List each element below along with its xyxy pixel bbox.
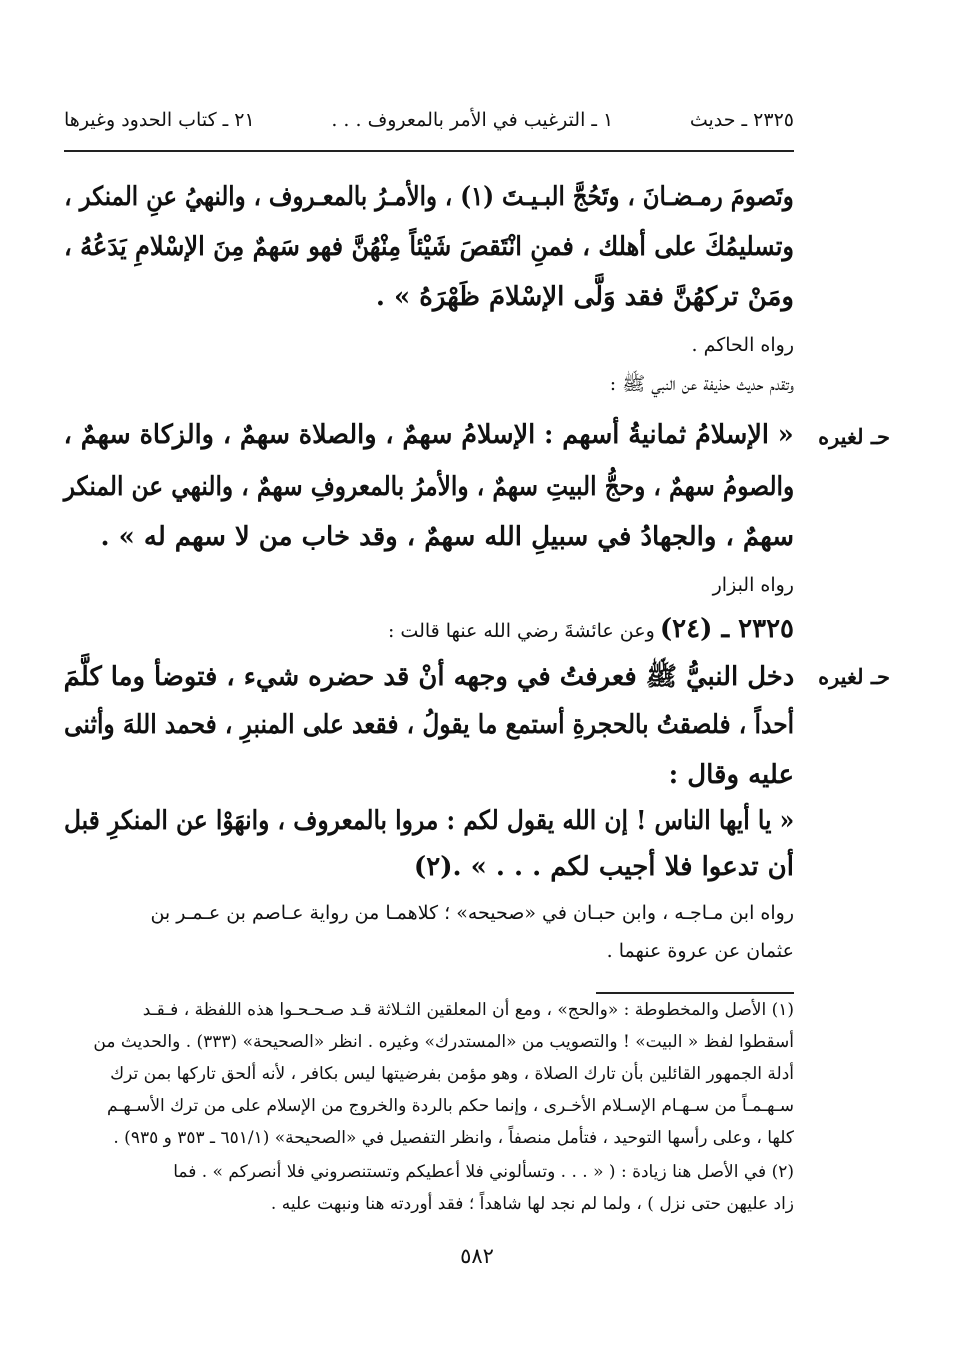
page-number: ٥٨٢ <box>460 1244 494 1268</box>
body-line: أحداً ، فلصقتُ بالحجرةِ أستمع ما يقولُ ، فقعد على المنبرِ ، فحمد اللهَ وأثنى <box>63 710 794 740</box>
footnote-line: أسقطوا لفظ « البيت» ! والتصويب من «المستدرك» وغيره . انظر «الصحيحة» (٣٣٣) . والحديث من <box>93 1032 794 1052</box>
running-header <box>64 100 794 140</box>
footnote-line: (٢) في الأصل هنا زيادة : ( « . . . وتسألوني فلا أعطيكم وتستنصروني فلا أنصركم » . فما <box>173 1162 794 1182</box>
hadith-heading <box>388 614 794 644</box>
footnote-line: (١) الأصل والمخطوطة : «والحج» ، ومع أن المعلقين الثـلاثة قـد صـحـحـوا هذه اللفظة ، فـقـد <box>142 1000 794 1020</box>
grade-label: حـ لغيره <box>818 664 890 689</box>
footnote-line: كلها ، وعلى رأسها التوحيد ، فتأمل منصفاً ، وانظر التفصيل في «الصحيحة» (٦٥١/١ ـ ٣٥٣ و ٩٣٥) . <box>113 1128 794 1148</box>
header-section: ١ ـ الترغيب في الأمر بالمعروف . . . <box>331 109 614 131</box>
hadith-intro: وعن عائشةَ رضي الله عنها قالت : <box>387 620 655 642</box>
body-line: وتَصومَ رمـضـانَ ، وتَحُجَّ البـيـتَ (١) ، والأمـرُ بالمعـروف ، والنهيُ عنِ المنكر ، <box>64 182 794 212</box>
body-line: سهمٌ ، والجهادُ في سبيلِ الله سهمٌ ، وقد خاب من لا سهم له » . <box>100 522 794 552</box>
body-line: عثمان عن عروة عنهما . <box>606 940 794 962</box>
grade-label: حـ لغيره <box>818 424 890 449</box>
header-rule <box>64 150 794 152</box>
body-line: والصومُ سهمٌ ، وحجُّ البيتِ سهمٌ ، والأمرُ بالمعروفِ سهمٌ ، والنهي عن المنكر <box>63 472 794 502</box>
body-line: عليه وقال : <box>668 760 794 790</box>
body-line: وتسليمُكَ على أهلك ، فمنِ انْتَقصَ شَيْئاً مِنْهُنَّ فهو سَهمٌ مِنَ الإسْلامِ يَدَعُهُ ، <box>64 232 794 262</box>
body-line: رواه الحاكم . <box>691 334 794 356</box>
hadith-number: ٢٣٢٥ ـ (٢٤) <box>659 614 794 644</box>
footnote-line: زاد عليهن حتى نزل ) ، ولما لم نجد لها شاهداً ؛ فقد أوردته هنا ونبهت عليه . <box>270 1194 794 1214</box>
body-line: وتقدم حديث حذيفة عن النبي ﷺ : <box>609 373 794 395</box>
body-line: « الإسلامُ ثمانيةُ أسهم : الإسلامُ سهمٌ ، والصلاة سهمٌ ، والزكاة سهمٌ ، <box>63 420 794 450</box>
body-line: رواه البزار <box>712 574 794 596</box>
body-line: دخل النبيُّ ﷺ فعرفتُ في وجهه أنْ قد حضره شيء ، فتوضأ وما كلَّمَ <box>63 662 794 692</box>
footnote-line: سـهـمـاً من سـهـام الإسـلام الأخـرى ، وإنما حكم بالردة والخروج من الإسلام على من ترك الأسـهـم <box>106 1096 794 1116</box>
header-hadith: ٢٣٢٥ ـ حديث <box>689 109 794 131</box>
body-line: ومَنْ تركهُنَّ فقد وَلَّى الإسْلامَ ظَهْرَهُ » . <box>375 282 794 312</box>
header-chapter: ٢١ ـ كتاب الحدود وغيرها <box>64 109 255 131</box>
body-line: « يا أيها الناس ! إن الله يقول لكم : مروا بالمعروف ، وانهَوْا عن المنكرِ قبل <box>63 806 794 836</box>
footnote-rule <box>596 992 794 994</box>
body-line: أن تدعوا فلا أجيب لكم . . . » .(٢) <box>413 852 794 882</box>
footnote-line: أدلة الجمهور القائلين بأن تارك الصلاة ، وهو مؤمن بفرضيتها ليس بكافر ، لأنه ألحق تاركها بمن ترك <box>110 1064 794 1084</box>
body-line: رواه ابن مـاجـه ، وابن حبـان في «صحيحه» ؛ كلاهمـا من رواية عـاصم بن عـمـر بن <box>150 902 794 924</box>
